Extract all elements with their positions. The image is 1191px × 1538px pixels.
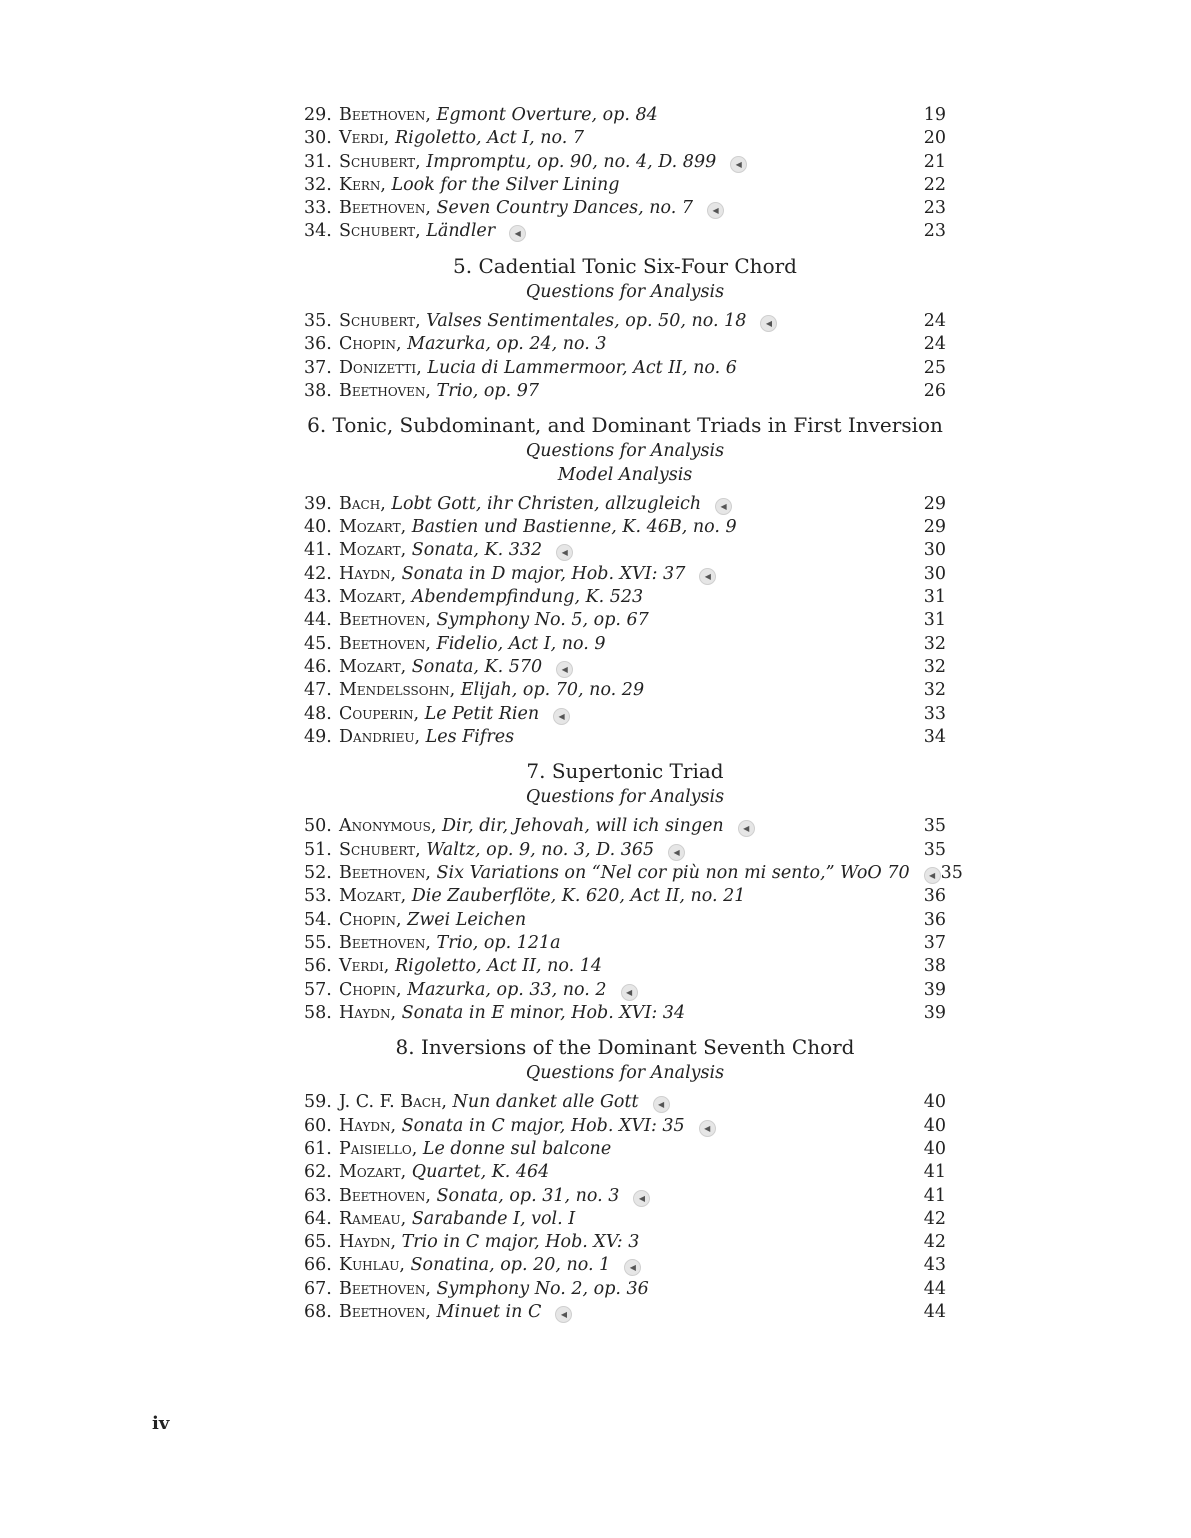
speaker-icon[interactable]: ◀ — [738, 820, 755, 837]
toc-entry[interactable] — [304, 493, 946, 516]
work-title: Quartet, K. 464 — [411, 1162, 550, 1183]
composer-name: Mozart — [339, 1162, 401, 1183]
composer-name: Schubert — [339, 311, 416, 332]
work-title: Sonata, K. 332 — [411, 540, 543, 561]
entry-page-number: 26 — [923, 380, 946, 401]
work-title: Trio, op. 121a — [436, 932, 561, 953]
chapter-section — [304, 253, 946, 403]
entry-title: Beethoven, Fidelio, Act I, no. 9 — [339, 633, 606, 654]
entry-title: Beethoven, Six Variations on “Nel cor più non mi sento,” WoO 70 ◀ — [339, 862, 941, 885]
work-title: Trio, op. 97 — [436, 380, 539, 401]
entry-page-number: 33 — [923, 703, 946, 724]
composer-name: Haydn — [339, 1232, 391, 1253]
entry-title: Beethoven, Egmont Overture, op. 84 — [339, 105, 658, 125]
composer-name: Haydn — [339, 563, 391, 584]
entry-page-number: 23 — [923, 221, 946, 242]
toc-entry[interactable] — [304, 516, 946, 539]
entry-number: 55. — [304, 932, 332, 953]
composer-name: Mozart — [339, 587, 401, 608]
chapter-title: 8. Inversions of the Dominant Seventh Chord — [395, 1035, 855, 1060]
toc-entry[interactable] — [304, 679, 946, 702]
entry-page-number: 35 — [923, 816, 946, 837]
entry-title: Mozart, Die Zauberflöte, K. 620, Act II, no. 21 — [339, 886, 746, 907]
entry-number: 37. — [304, 357, 332, 378]
work-title: Le donne sul balcone — [422, 1138, 612, 1159]
entry-page-number: 40 — [923, 1138, 946, 1159]
work-title: Elijah, op. 70, no. 29 — [460, 680, 645, 701]
entry-title: Mozart, Sonata, K. 332 ◀ — [339, 539, 573, 562]
toc-entry[interactable] — [304, 310, 946, 333]
entry-title: Chopin, Zwei Leichen — [339, 909, 527, 930]
entry-page-number: 35 — [940, 863, 963, 884]
toc-entry[interactable] — [304, 127, 946, 150]
chapter-title: 6. Tonic, Subdominant, and Dominant Triads in First Inversion — [307, 413, 943, 438]
entry-page-number: 41 — [923, 1185, 946, 1206]
entry-title: Chopin, Mazurka, op. 24, no. 3 — [339, 334, 607, 355]
speaker-icon[interactable]: ◀ — [730, 156, 747, 173]
composer-name: Beethoven — [339, 1185, 426, 1206]
entry-number: 30. — [304, 128, 332, 149]
toc-entry[interactable] — [304, 862, 963, 885]
toc-entry[interactable] — [304, 1278, 946, 1301]
entry-title: Verdi, Rigoletto, Act II, no. 14 — [339, 956, 603, 977]
chapter-title: 7. Supertonic Triad — [526, 759, 724, 784]
entry-title: Beethoven, Minuet in C ◀ — [339, 1301, 572, 1324]
entry-page-number: 40 — [923, 1115, 946, 1136]
entry-title: Schubert, Impromptu, op. 90, no. 4, D. 899 ◀ — [339, 151, 747, 174]
entry-title: Anonymous, Dir, dir, Jehovah, will ich singen ◀ — [339, 815, 755, 838]
composer-name: Beethoven — [339, 198, 426, 219]
work-title: Rigoletto, Act I, no. 7 — [394, 128, 584, 149]
work-title: Zwei Leichen — [407, 909, 527, 930]
entry-number: 36. — [304, 334, 332, 355]
toc-entry[interactable] — [304, 1254, 946, 1277]
toc-entry[interactable] — [304, 955, 946, 978]
work-title: Le Petit Rien — [424, 703, 540, 724]
entry-page-number: 24 — [923, 311, 946, 332]
entry-title: Donizetti, Lucia di Lammermoor, Act II, no. 6 — [339, 357, 737, 378]
work-title: Sarabande I, vol. I — [411, 1208, 576, 1229]
toc-entry[interactable] — [304, 104, 946, 127]
entry-page-number: 44 — [923, 1302, 946, 1323]
toc-entry[interactable] — [304, 909, 946, 932]
entry-page-number: 36 — [923, 909, 946, 930]
entry-page-number: 31 — [923, 610, 946, 631]
entry-number: 31. — [304, 151, 332, 172]
composer-name: Bach — [339, 493, 381, 514]
composer-name: Kuhlau — [339, 1255, 400, 1276]
composer-name: Beethoven — [339, 1302, 426, 1323]
entry-title: Beethoven, Symphony No. 2, op. 36 — [339, 1278, 649, 1299]
entry-title: Haydn, Sonata in C major, Hob. XVI: 35 ◀ — [339, 1115, 716, 1138]
work-title: Sonata, K. 570 — [411, 656, 543, 677]
work-title: Impromptu, op. 90, no. 4, D. 899 — [426, 151, 717, 172]
composer-name: Beethoven — [339, 1278, 426, 1299]
speaker-icon[interactable]: ◀ — [707, 202, 724, 219]
work-title: Sonatina, op. 20, no. 1 — [410, 1255, 611, 1276]
entry-title: Schubert, Valses Sentimentales, op. 50, no. 18 ◀ — [339, 310, 777, 333]
entry-page-number: 41 — [923, 1162, 946, 1183]
entry-number: 41. — [304, 540, 332, 561]
entry-title: Schubert, Waltz, op. 9, no. 3, D. 365 ◀ — [339, 839, 685, 862]
toc-entry[interactable] — [304, 1231, 946, 1254]
composer-name: Mendelssohn — [339, 680, 450, 701]
toc-entry[interactable] — [304, 1301, 946, 1324]
work-title: Mazurka, op. 24, no. 3 — [407, 334, 607, 355]
entry-page-number: 32 — [923, 680, 946, 701]
composer-name: Donizetti — [339, 357, 417, 378]
entry-number: 42. — [304, 563, 332, 584]
toc-entry[interactable] — [304, 174, 946, 197]
entry-number: 49. — [304, 726, 332, 747]
entry-title: Mozart, Bastien und Bastienne, K. 46B, no. 9 — [339, 517, 737, 538]
composer-name: Kern — [339, 174, 381, 195]
work-title: Minuet in C — [436, 1302, 542, 1323]
entry-page-number: 39 — [923, 1002, 946, 1023]
entry-number: 47. — [304, 680, 332, 701]
work-title: Lobt Gott, ihr Christen, allzugleich — [391, 493, 702, 514]
entry-number: 64. — [304, 1208, 332, 1229]
entry-page-number: 23 — [923, 198, 946, 219]
entry-number: 63. — [304, 1185, 332, 1206]
entry-title: Beethoven, Symphony No. 5, op. 67 — [339, 610, 649, 631]
entry-number: 29. — [304, 105, 332, 125]
entry-title: Verdi, Rigoletto, Act I, no. 7 — [339, 128, 584, 149]
toc-entry[interactable] — [304, 1161, 946, 1184]
entry-number: 43. — [304, 587, 332, 608]
entry-number: 35. — [304, 311, 332, 332]
speaker-icon[interactable]: ◀ — [760, 315, 777, 332]
table-of-contents — [304, 104, 963, 1324]
work-title: Les Fifres — [425, 726, 515, 747]
entry-page-number: 32 — [923, 633, 946, 654]
work-title: Sonata, op. 31, no. 3 — [436, 1185, 620, 1206]
entry-page-number: 43 — [923, 1255, 946, 1276]
entry-title: Dandrieu, Les Fifres — [339, 726, 515, 747]
chapter-title: 5. Cadential Tonic Six-Four Chord — [453, 253, 797, 278]
toc-entry[interactable] — [304, 1091, 946, 1114]
composer-name: Beethoven — [339, 105, 426, 125]
entry-number: 51. — [304, 839, 332, 860]
toc-entry[interactable] — [304, 815, 946, 838]
entry-title: Haydn, Trio in C major, Hob. XV: 3 — [339, 1232, 640, 1253]
entry-title: Mendelssohn, Elijah, op. 70, no. 29 — [339, 680, 645, 701]
toc-entry[interactable] — [304, 1138, 946, 1161]
composer-name: Mozart — [339, 656, 401, 677]
work-title: Abendempfindung, K. 523 — [411, 587, 644, 608]
composer-name: Beethoven — [339, 932, 426, 953]
entry-number: 66. — [304, 1255, 332, 1276]
entry-number: 65. — [304, 1232, 332, 1253]
composer-name: Verdi — [339, 128, 384, 149]
entry-title: Rameau, Sarabande I, vol. I — [339, 1208, 576, 1229]
speaker-icon[interactable]: ◀ — [556, 661, 573, 678]
work-title: Look for the Silver Lining — [391, 174, 620, 195]
work-title: Die Zauberflöte, K. 620, Act II, no. 21 — [411, 886, 746, 907]
toc-entry[interactable] — [304, 563, 946, 586]
toc-entry[interactable] — [304, 932, 946, 955]
entry-title: Beethoven, Trio, op. 97 — [339, 380, 539, 401]
entry-number: 44. — [304, 610, 332, 631]
toc-entry[interactable] — [304, 586, 946, 609]
entry-title: Couperin, Le Petit Rien ◀ — [339, 703, 570, 726]
work-title: Ländler — [426, 221, 496, 242]
chapter-subheadings — [304, 440, 946, 487]
toc-entry[interactable] — [304, 1002, 946, 1025]
toc-entry[interactable] — [304, 1185, 946, 1208]
speaker-icon[interactable]: ◀ — [556, 544, 573, 561]
entry-number: 50. — [304, 816, 332, 837]
toc-entry[interactable] — [304, 656, 946, 679]
page-number: iv — [152, 1413, 170, 1434]
composer-name: Haydn — [339, 1115, 391, 1136]
composer-name: Chopin — [339, 909, 397, 930]
speaker-icon[interactable]: ◀ — [699, 568, 716, 585]
composer-name: Schubert — [339, 839, 416, 860]
entry-title: Mozart, Sonata, K. 570 ◀ — [339, 656, 573, 679]
entry-page-number: 31 — [923, 587, 946, 608]
entry-title: Haydn, Sonata in E minor, Hob. XVI: 34 — [339, 1002, 686, 1023]
entry-page-number: 30 — [923, 540, 946, 561]
speaker-icon[interactable]: ◀ — [621, 984, 638, 1001]
entry-page-number: 29 — [923, 493, 946, 514]
entry-page-number: 21 — [923, 151, 946, 172]
toc-entry[interactable] — [304, 703, 946, 726]
entry-number: 33. — [304, 198, 332, 219]
work-title: Sonata in C major, Hob. XVI: 35 — [401, 1115, 685, 1136]
entry-number: 62. — [304, 1162, 332, 1183]
toc-entry[interactable] — [304, 380, 946, 403]
composer-name: Paisiello — [339, 1138, 412, 1159]
entry-number: 38. — [304, 380, 332, 401]
chapter-section — [304, 412, 946, 749]
composer-name: Chopin — [339, 979, 397, 1000]
entry-page-number: 34 — [923, 726, 946, 747]
composer-name: Mozart — [339, 540, 401, 561]
entry-page-number: 40 — [923, 1092, 946, 1113]
work-title: Seven Country Dances, no. 7 — [436, 198, 694, 219]
entry-number: 40. — [304, 517, 332, 538]
entry-title: Haydn, Sonata in D major, Hob. XVI: 37 ◀ — [339, 563, 716, 586]
entry-page-number: 36 — [923, 886, 946, 907]
chapter-section — [304, 758, 963, 1025]
entry-title: Chopin, Mazurka, op. 33, no. 2 ◀ — [339, 979, 638, 1002]
entry-title: Paisiello, Le donne sul balcone — [339, 1138, 612, 1159]
composer-name: Rameau — [339, 1208, 401, 1229]
toc-entry[interactable] — [304, 1115, 946, 1138]
speaker-icon[interactable]: ◀ — [699, 1120, 716, 1137]
subheading-link[interactable]: Questions for Analysis — [525, 441, 725, 462]
entry-title: Beethoven, Sonata, op. 31, no. 3 ◀ — [339, 1185, 650, 1208]
entry-number: 61. — [304, 1138, 332, 1159]
entry-number: 34. — [304, 221, 332, 242]
toc-entry[interactable] — [304, 839, 946, 862]
speaker-icon[interactable]: ◀ — [509, 225, 526, 242]
speaker-icon[interactable]: ◀ — [624, 1259, 641, 1276]
subheading-link[interactable]: Model Analysis — [557, 464, 693, 485]
entry-number: 58. — [304, 1002, 332, 1023]
toc-entry[interactable] — [304, 885, 946, 908]
composer-name: Couperin — [339, 703, 414, 724]
work-title: Mazurka, op. 33, no. 2 — [407, 979, 607, 1000]
entry-number: 57. — [304, 979, 332, 1000]
composer-name: Haydn — [339, 1002, 391, 1023]
toc-entry[interactable] — [304, 220, 946, 243]
speaker-icon[interactable]: ◀ — [668, 844, 685, 861]
composer-name: Schubert — [339, 221, 416, 242]
composer-name: Mozart — [339, 517, 401, 538]
speaker-icon[interactable]: ◀ — [633, 1190, 650, 1207]
toc-entry[interactable] — [304, 333, 946, 356]
entry-page-number: 30 — [923, 563, 946, 584]
entry-page-number: 42 — [923, 1232, 946, 1253]
entry-number: 56. — [304, 956, 332, 977]
subheading-link[interactable]: Questions for Analysis — [525, 1063, 725, 1084]
work-title: Symphony No. 5, op. 67 — [436, 610, 649, 631]
entry-title: Mozart, Quartet, K. 464 — [339, 1162, 550, 1183]
toc-entry[interactable] — [304, 197, 946, 220]
entry-number: 67. — [304, 1278, 332, 1299]
entry-number: 68. — [304, 1302, 332, 1323]
composer-name: Verdi — [339, 956, 384, 977]
toc-entry[interactable] — [304, 609, 946, 632]
subheading-link[interactable]: Questions for Analysis — [525, 281, 725, 302]
entry-page-number: 22 — [923, 174, 946, 195]
work-title: Six Variations on “Nel cor più non mi sento,” WoO 70 — [436, 863, 910, 884]
speaker-icon[interactable]: ◀ — [553, 708, 570, 725]
entry-number: 52. — [304, 863, 332, 884]
work-title: Dir, dir, Jehovah, will ich singen — [442, 816, 724, 837]
work-title: Waltz, op. 9, no. 3, D. 365 — [426, 839, 655, 860]
entry-page-number: 37 — [923, 932, 946, 953]
chapter-section — [304, 104, 946, 244]
chapter-subheadings — [304, 1062, 946, 1085]
entry-number: 48. — [304, 703, 332, 724]
entry-title: J. C. F. Bach, Nun danket alle Gott ◀ — [339, 1091, 670, 1114]
speaker-icon[interactable]: ◀ — [555, 1306, 572, 1323]
toc-entry[interactable] — [304, 357, 946, 380]
entry-page-number: 25 — [923, 357, 946, 378]
entry-page-number: 19 — [923, 105, 946, 125]
entry-page-number: 39 — [923, 979, 946, 1000]
entry-number: 54. — [304, 909, 332, 930]
toc-entry[interactable] — [304, 1208, 946, 1231]
composer-name: Chopin — [339, 334, 397, 355]
entry-title: Beethoven, Trio, op. 121a — [339, 932, 561, 953]
toc-entry[interactable] — [304, 726, 946, 749]
toc-entry[interactable] — [304, 633, 946, 656]
composer-name: Mozart — [339, 886, 401, 907]
entry-title: Schubert, Ländler ◀ — [339, 220, 526, 243]
entry-number: 59. — [304, 1092, 332, 1113]
entry-page-number: 35 — [923, 839, 946, 860]
entry-number: 53. — [304, 886, 332, 907]
speaker-icon[interactable]: ◀ — [715, 498, 732, 515]
entry-page-number: 42 — [923, 1208, 946, 1229]
entry-title: Beethoven, Seven Country Dances, no. 7 ◀ — [339, 197, 724, 220]
speaker-icon[interactable]: ◀ — [924, 867, 941, 884]
composer-name: Beethoven — [339, 610, 426, 631]
work-title: Sonata in D major, Hob. XVI: 37 — [401, 563, 686, 584]
entry-page-number: 24 — [923, 334, 946, 355]
work-title: Nun danket alle Gott — [452, 1092, 639, 1113]
entry-title: Kuhlau, Sonatina, op. 20, no. 1 ◀ — [339, 1254, 641, 1277]
entry-page-number: 38 — [923, 956, 946, 977]
entry-number: 45. — [304, 633, 332, 654]
work-title: Trio in C major, Hob. XV: 3 — [401, 1232, 640, 1253]
entry-number: 60. — [304, 1115, 332, 1136]
composer-name: Dandrieu — [339, 726, 415, 747]
composer-name: Beethoven — [339, 380, 426, 401]
entry-title: Kern, Look for the Silver Lining — [339, 174, 620, 195]
work-title: Bastien und Bastienne, K. 46B, no. 9 — [411, 517, 737, 538]
entry-page-number: 29 — [923, 517, 946, 538]
entry-number: 32. — [304, 174, 332, 195]
composer-name: J. C. F. Bach — [339, 1092, 442, 1113]
subheading-link[interactable]: Questions for Analysis — [525, 787, 725, 808]
work-title: Egmont Overture, op. 84 — [436, 105, 658, 125]
work-title: Lucia di Lammermoor, Act II, no. 6 — [427, 357, 737, 378]
work-title: Fidelio, Act I, no. 9 — [436, 633, 606, 654]
toc-entry[interactable] — [304, 151, 946, 174]
work-title: Rigoletto, Act II, no. 14 — [394, 956, 603, 977]
entry-page-number: 32 — [923, 656, 946, 677]
entry-title: Bach, Lobt Gott, ihr Christen, allzugleich ◀ — [339, 493, 732, 516]
speaker-icon[interactable]: ◀ — [653, 1096, 670, 1113]
entry-number: 39. — [304, 493, 332, 514]
composer-name: Schubert — [339, 151, 416, 172]
chapter-section — [304, 1034, 946, 1324]
chapter-subheadings — [304, 281, 946, 304]
composer-name: Beethoven — [339, 633, 426, 654]
chapter-subheadings — [304, 786, 946, 809]
entry-page-number: 44 — [923, 1278, 946, 1299]
work-title: Symphony No. 2, op. 36 — [436, 1278, 649, 1299]
toc-entry[interactable] — [304, 539, 946, 562]
entry-title: Mozart, Abendempfindung, K. 523 — [339, 587, 644, 608]
composer-name: Beethoven — [339, 863, 426, 884]
composer-name: Anonymous — [339, 816, 431, 837]
entry-number: 46. — [304, 656, 332, 677]
toc-entry[interactable] — [304, 979, 946, 1002]
work-title: Valses Sentimentales, op. 50, no. 18 — [426, 311, 747, 332]
work-title: Sonata in E minor, Hob. XVI: 34 — [401, 1002, 686, 1023]
entry-page-number: 20 — [923, 128, 946, 149]
